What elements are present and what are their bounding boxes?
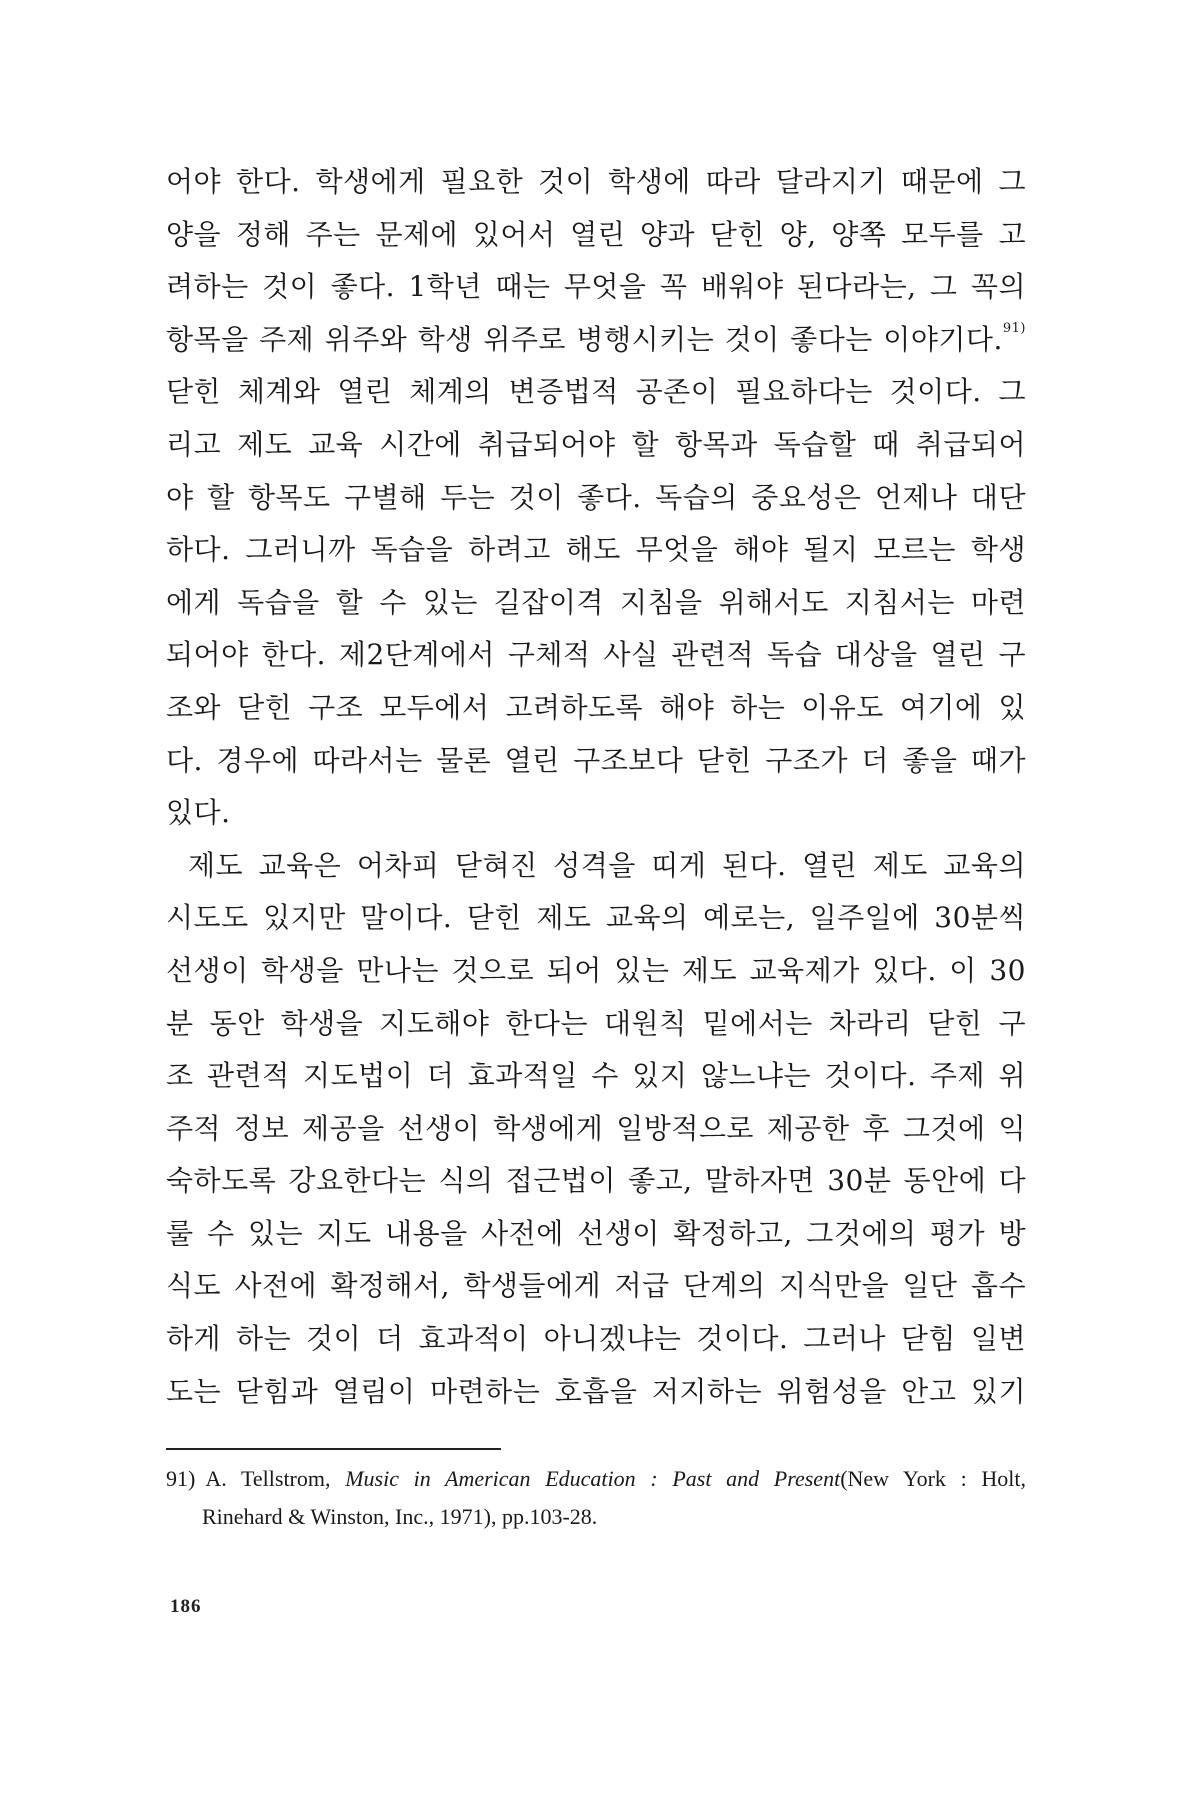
text-line: 시도도 있지만 말이다. 닫힌 제도 교육의 예로는, 일주일에 30분씩 xyxy=(166,901,1026,935)
text-line: 분 동안 학생을 지도해야 한다는 대원칙 밑에서는 차라리 닫힌 구 xyxy=(166,1006,1026,1040)
text-line: 식도 사전에 확정해서, 학생들에게 저급 단계의 지식만을 일단 흡수 xyxy=(166,1269,1026,1303)
text-line: 닫힌 체계와 열린 체계의 변증법적 공존이 필요하다는 것이다. 그 xyxy=(166,375,1026,409)
text-line: 하다. 그러니까 독습을 하려고 해도 무엇을 해야 될지 모르는 학생 xyxy=(166,533,1026,567)
footnote-line-1 xyxy=(166,1460,1026,1498)
footnote xyxy=(166,1460,1026,1536)
footnote-divider xyxy=(166,1448,501,1450)
text-line: 어야 한다. 학생에게 필요한 것이 학생에 따라 달라지기 때문에 그 xyxy=(166,165,1026,198)
text-line: 항목을 주제 위주와 학생 위주로 병행시키는 것이 좋다는 이야기다. xyxy=(166,322,1003,356)
text-line-with-footnote xyxy=(166,314,1026,367)
text-line: 도는 닫힘과 열림이 마련하는 호흡을 저지하는 위험성을 안고 있기 xyxy=(166,1374,1026,1408)
text-line: 선생이 학생을 만나는 것으로 되어 있는 제도 교육제가 있다. 이 30 xyxy=(166,953,1026,987)
text-line: 제도 교육은 어차피 닫혀진 성격을 띠게 된다. 열린 제도 교육의 xyxy=(188,848,1026,882)
text-line: 되어야 한다. 제2단계에서 구체적 사실 관련적 독습 대상을 열린 구 xyxy=(166,638,1026,672)
text-line: 룰 수 있는 지도 내용을 사전에 선생이 확정하고, 그것에의 평가 방 xyxy=(166,1216,1026,1250)
text-line: 숙하도록 강요한다는 식의 접근법이 좋고, 말하자면 30분 동안에 다 xyxy=(166,1164,1026,1198)
text-line: 양을 정해 주는 문제에 있어서 열린 양과 닫힌 양, 양쪽 모두를 고 xyxy=(166,217,1026,251)
text-line: 야 할 항목도 구별해 두는 것이 좋다. 독습의 중요성은 언제나 대단 xyxy=(166,480,1026,514)
footnote-publisher: (New York : Holt, xyxy=(840,1466,1027,1491)
text-line: 조 관련적 지도법이 더 효과적일 수 있지 않느냐는 것이다. 주제 위 xyxy=(166,1059,1026,1093)
paragraph-1 xyxy=(166,156,1026,840)
footnote-number: 91) xyxy=(166,1466,196,1491)
text-line: 려하는 것이 좋다. 1학년 때는 무엇을 꼭 배워야 된다라는, 그 꼭의 xyxy=(166,270,1026,304)
footnote-line-2: Rinehard & Winston, Inc., 1971), pp.103-28. xyxy=(202,1504,598,1529)
text-line: 주적 정보 제공을 선생이 학생에게 일방적으로 제공한 후 그것에 익 xyxy=(166,1111,1026,1145)
paragraph-2 xyxy=(166,840,1026,1419)
text-line: 있다. xyxy=(166,796,231,830)
page-number: 186 xyxy=(170,1596,202,1617)
body-text xyxy=(166,156,1026,1418)
footnote-author: A. Tellstrom, xyxy=(205,1466,331,1491)
text-line: 조와 닫힌 구조 모두에서 고려하도록 해야 하는 이유도 여기에 있 xyxy=(166,690,1026,724)
text-line: 하게 하는 것이 더 효과적이 아니겠냐는 것이다. 그러나 닫힘 일변 xyxy=(166,1322,1026,1356)
footnote-title: Music in American Education : Past and Present xyxy=(345,1466,841,1491)
text-line: 다. 경우에 따라서는 물론 열린 구조보다 닫힌 구조가 더 좋을 때가 xyxy=(166,743,1026,777)
text-line: 리고 제도 교육 시간에 취급되어야 할 항목과 독습할 때 취급되어 xyxy=(166,427,1026,461)
footnote-reference: 91) xyxy=(1002,321,1026,337)
text-line: 에게 독습을 할 수 있는 길잡이격 지침을 위해서도 지침서는 마련 xyxy=(166,585,1026,619)
